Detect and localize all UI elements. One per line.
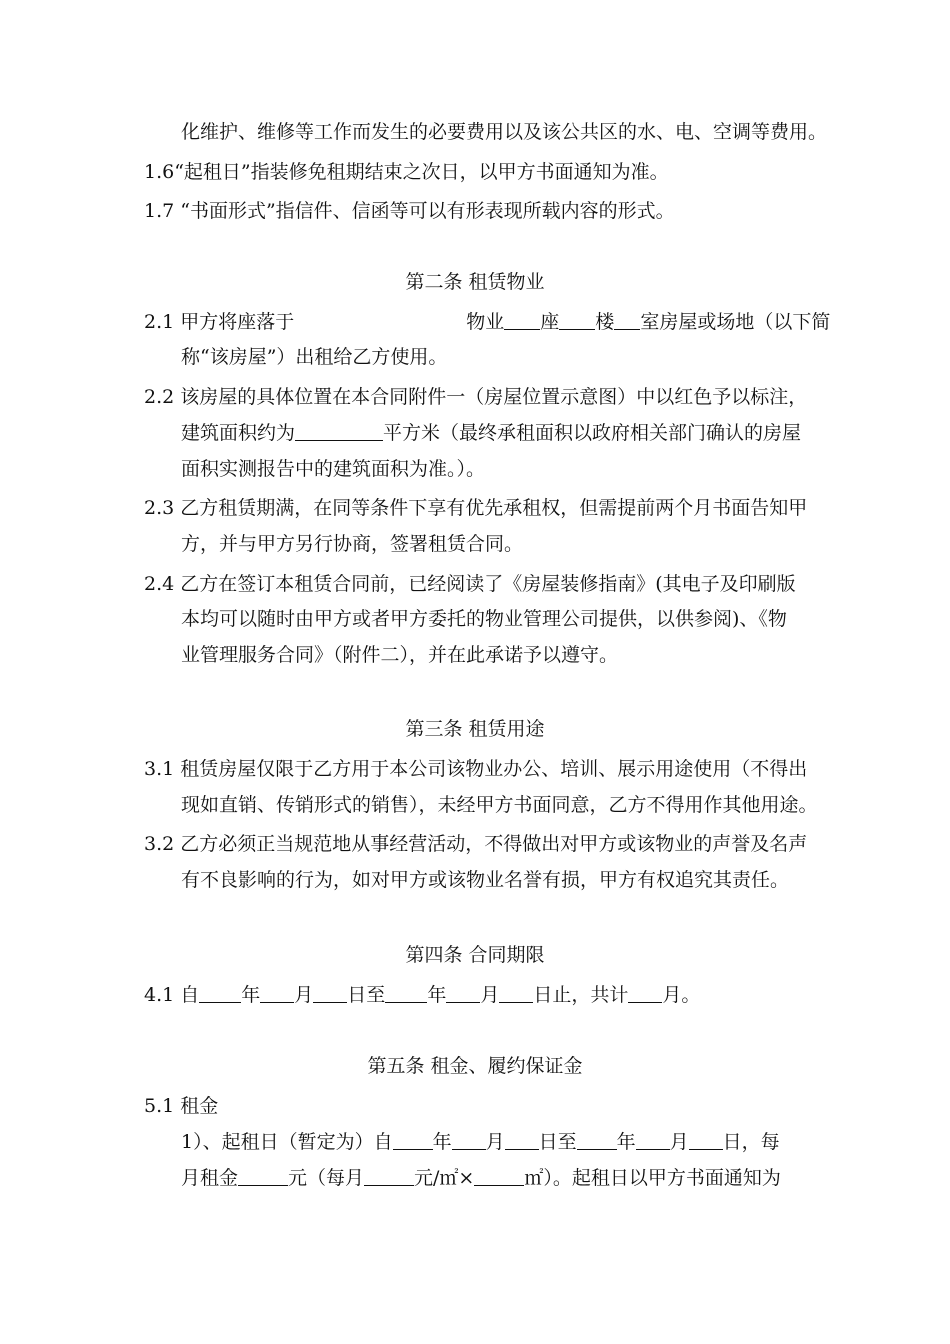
clause-2-2-line-2: [181, 421, 801, 445]
clause-1-6: 1.6“起租日”指装修免租期结束之次日，以甲方书面通知为准。: [144, 161, 669, 183]
blank-end-year: [385, 984, 427, 1003]
clause-4-1-text-1: 年: [241, 984, 261, 1006]
blank-building: [504, 311, 540, 330]
clause-2-2-text-b: 平方米（最终承租面积以政府相关部门确认的房屋: [383, 422, 802, 444]
clause-2-4-line-2: 本均可以随时由甲方或者甲方委托的物业管理公司提供，以供参阅)、《物: [181, 608, 787, 630]
clause-4-1-text-2: 月: [294, 984, 314, 1006]
blank-rent-end-year: [577, 1131, 617, 1150]
rent-text-8: 元（每月: [288, 1167, 365, 1189]
clause-5-1: 5.1 租金: [144, 1095, 219, 1117]
clause-2-1-text-d: 楼: [595, 311, 615, 333]
rent-text-3: 日至: [538, 1131, 577, 1153]
blank-rent-end-month: [636, 1131, 670, 1150]
rent-text-9: 元/㎡×: [414, 1167, 475, 1189]
clause-3-1-line-2: 现如直销、传销形式的销售），未经甲方书面同意，乙方不得用作其他用途。: [181, 794, 818, 816]
rent-text-1: 年: [432, 1131, 452, 1153]
clause-2-1-text-c: 座: [540, 311, 560, 333]
clause-2-2-text-a: 建筑面积约为: [181, 422, 296, 444]
blank-rent-area: [474, 1167, 524, 1186]
blank-total-months: [628, 984, 662, 1003]
blank-end-month: [446, 984, 480, 1003]
clause-2-1-text-e: 室房屋或场地（以下简: [640, 311, 831, 333]
clause-2-2-line-1: 2.2 该房屋的具体位置在本合同附件一（房屋位置示意图）中以红色予以标注，: [144, 386, 808, 408]
clause-5-1-1-line-2: [181, 1166, 781, 1190]
clause-2-4-line-3: 业管理服务合同》（附件二），并在此承诺予以遵守。: [181, 644, 619, 666]
clause-4-1-text-7: 月。: [662, 984, 701, 1006]
clause-2-1-line-1: [144, 310, 830, 334]
clause-3-1-line-1: 3.1 租赁房屋仅限于乙方用于本公司该物业办公、培训、展示用途使用（不得出: [144, 758, 808, 780]
blank-rent-start-month: [452, 1131, 486, 1150]
clause-3-2-line-1: 3.2 乙方必须正当规范地从事经营活动，不得做出对甲方或该物业的声誉及名声: [144, 833, 808, 855]
clause-1-5-continuation: 化维护、维修等工作而发生的必要费用以及该公共区的水、电、空调等费用。: [181, 121, 828, 143]
clause-2-3-line-2: 方，并与甲方另行协商，签署租赁合同。: [181, 533, 524, 555]
article-2-heading: 第二条 租赁物业: [405, 271, 545, 293]
clause-2-1-text-a: 2.1 甲方将座落于: [144, 311, 295, 333]
clause-2-4-line-1: 2.4 乙方在签订本租赁合同前，已经阅读了《房屋装修指南》(其电子及印刷版: [144, 573, 796, 595]
clause-4-1: [144, 983, 700, 1007]
clause-2-2-line-3: 面积实测报告中的建筑面积为准。）。: [181, 458, 486, 480]
clause-4-1-text-5: 月: [480, 984, 500, 1006]
clause-5-1-1-line-1: [181, 1130, 780, 1154]
article-3-heading: 第三条 租赁用途: [405, 718, 545, 740]
rent-text-10: ㎡）。起租日以甲方书面通知为: [524, 1167, 781, 1189]
blank-monthly-rent: [238, 1167, 288, 1186]
clause-4-1-text-4: 年: [427, 984, 447, 1006]
blank-start-day: [313, 984, 347, 1003]
blank-rent-end-day: [689, 1131, 723, 1150]
blank-room: [614, 311, 640, 330]
clause-4-1-text-3: 日至: [347, 984, 386, 1006]
clause-3-2-line-2: 有不良影响的行为，如对甲方或该物业名誉有损，甲方有权追究其责任。: [181, 869, 790, 891]
rent-text-0: 1）、起租日（暂定为）自: [181, 1131, 393, 1153]
blank-unit-price: [364, 1167, 414, 1186]
rent-text-6: 日，每: [722, 1131, 780, 1153]
blank-start-month: [260, 984, 294, 1003]
rent-text-4: 年: [616, 1131, 636, 1153]
rent-text-7: 月租金: [181, 1167, 239, 1189]
clause-2-1-text-b: 物业: [466, 311, 505, 333]
blank-rent-start-year: [393, 1131, 433, 1150]
clause-2-3-line-1: 2.3 乙方租赁期满，在同等条件下享有优先承租权，但需提前两个月书面告知甲: [144, 497, 808, 519]
article-4-heading: 第四条 合同期限: [405, 944, 545, 966]
clause-1-7: 1.7 “书面形式”指信件、信函等可以有形表现所载内容的形式。: [144, 200, 675, 222]
blank-end-day: [499, 984, 533, 1003]
blank-start-year: [199, 984, 241, 1003]
rent-text-2: 月: [485, 1131, 505, 1153]
clause-4-1-text-0: 4.1 自: [144, 984, 200, 1006]
blank-area: [295, 422, 383, 441]
blank-rent-start-day: [505, 1131, 539, 1150]
blank-floor: [559, 311, 595, 330]
rent-text-5: 月: [669, 1131, 689, 1153]
clause-4-1-text-6: 日止，共计: [533, 984, 629, 1006]
article-5-heading: 第五条 租金、履约保证金: [367, 1055, 583, 1077]
clause-2-1-line-2: 称“该房屋”）出租给乙方使用。: [181, 346, 448, 368]
